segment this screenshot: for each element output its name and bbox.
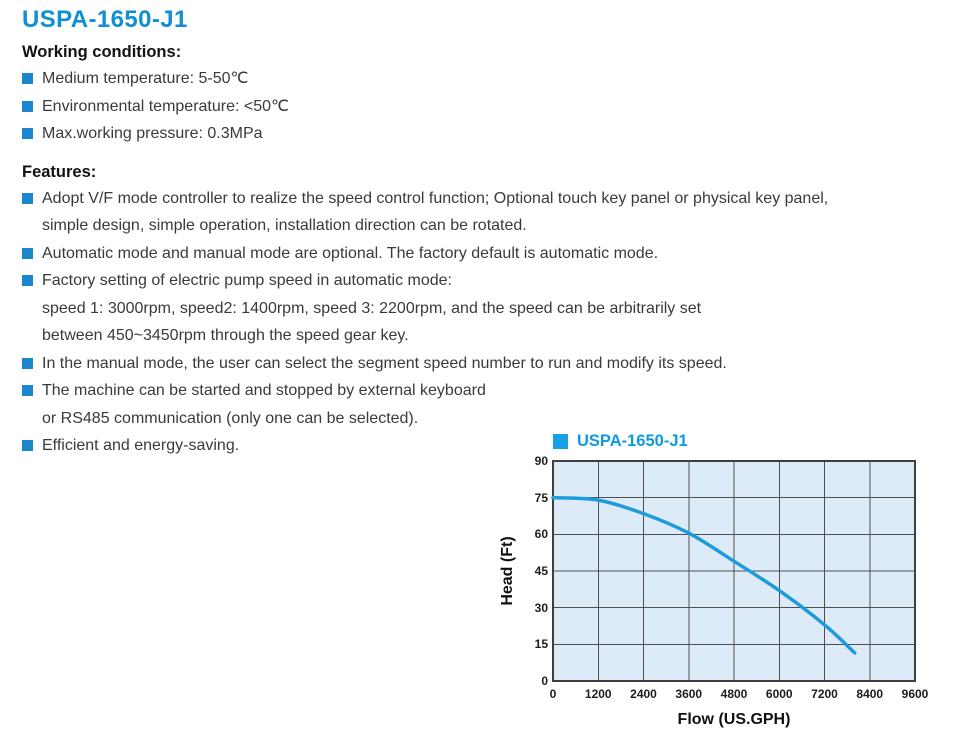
- text-line: Environmental temperature: <50℃: [42, 97, 289, 115]
- bullet-square-icon: [22, 128, 33, 139]
- x-axis-title: Flow (US.GPH): [677, 711, 791, 728]
- text-line: Medium temperature: 5-50℃: [42, 70, 249, 87]
- item-text: [42, 267, 701, 350]
- y-tick-label: 45: [534, 564, 548, 578]
- item-text: [42, 432, 239, 460]
- plot-area: [553, 461, 915, 681]
- text-line: The machine can be started and stopped by external keyboard: [42, 382, 486, 399]
- chart-legend: [553, 432, 688, 451]
- item-text: [42, 93, 289, 121]
- y-tick-label: 60: [534, 527, 548, 542]
- feature-item: [22, 185, 960, 240]
- y-axis-title: Head (Ft): [499, 536, 516, 606]
- condition-item: [22, 93, 960, 121]
- y-tick-label: 30: [534, 600, 548, 615]
- text-line: or RS485 communication (only one can be selected).: [42, 409, 419, 427]
- text-line: Adopt V/F mode controller to realize the speed control function; Optional touch key panel or physical key panel,: [42, 189, 829, 207]
- x-tick-label: 6000: [765, 687, 793, 701]
- x-tick-label: 7200: [811, 687, 838, 701]
- page-title: USPA-1650-J1: [22, 6, 188, 33]
- x-tick-label: 3600: [675, 687, 703, 701]
- condition-item: [22, 120, 960, 148]
- bullet-square-icon: [22, 275, 33, 286]
- text-line: between 450~3450rpm through the speed gear key.: [42, 327, 409, 344]
- item-text: [42, 185, 828, 240]
- text-line: speed 1: 3000rpm, speed2: 1400rpm, speed 3: 2200rpm, and the speed can be arbitrarily set: [42, 299, 702, 317]
- y-tick-label: 90: [534, 454, 548, 468]
- feature-item: [22, 267, 960, 350]
- bullet-square-icon: [22, 101, 33, 112]
- item-text: [42, 377, 486, 432]
- y-tick-label: 15: [534, 637, 548, 652]
- working-conditions-heading: Working conditions:: [22, 43, 182, 61]
- text-line: Automatic mode and manual mode are optional. The factory default is automatic mode.: [42, 244, 659, 262]
- bullet-square-icon: [22, 73, 33, 84]
- y-tick-label: 0: [541, 674, 548, 688]
- x-tick-label: 9600: [901, 687, 929, 701]
- text-line: simple design, simple operation, installation direction can be rotated.: [42, 217, 527, 234]
- x-tick-label: 4800: [720, 687, 748, 701]
- legend-swatch-icon: [553, 434, 568, 449]
- x-tick-label: 2400: [630, 687, 657, 701]
- bullet-square-icon: [22, 193, 33, 204]
- text-line: Max.working pressure: 0.3MPa: [42, 125, 263, 142]
- item-text: [42, 120, 263, 148]
- bullet-square-icon: [22, 358, 33, 369]
- condition-item: [22, 65, 960, 93]
- features-heading: Features:: [22, 162, 97, 181]
- feature-item: [22, 350, 960, 378]
- text-line: In the manual mode, the user can select the segment speed number to run and modify its speed.: [42, 354, 727, 372]
- bullet-square-icon: [22, 440, 33, 451]
- feature-item: [22, 240, 960, 268]
- x-tick-label: 0: [549, 687, 557, 701]
- features-list: [22, 185, 960, 460]
- x-tick-label: 1200: [584, 687, 612, 701]
- bullet-square-icon: [22, 248, 33, 259]
- item-text: [42, 350, 727, 378]
- y-tick-label: 75: [534, 490, 548, 505]
- item-text: [42, 240, 658, 268]
- bullet-square-icon: [22, 385, 33, 396]
- legend-label: USPA-1650-J1: [577, 432, 688, 450]
- x-tick-label: 8400: [856, 687, 884, 701]
- pump-curve-chart: [495, 424, 957, 737]
- working-conditions-list: [22, 65, 960, 148]
- text-line: Factory setting of electric pump speed in automatic mode:: [42, 272, 452, 289]
- text-line: Efficient and energy-saving.: [42, 437, 240, 454]
- item-text: [42, 65, 249, 93]
